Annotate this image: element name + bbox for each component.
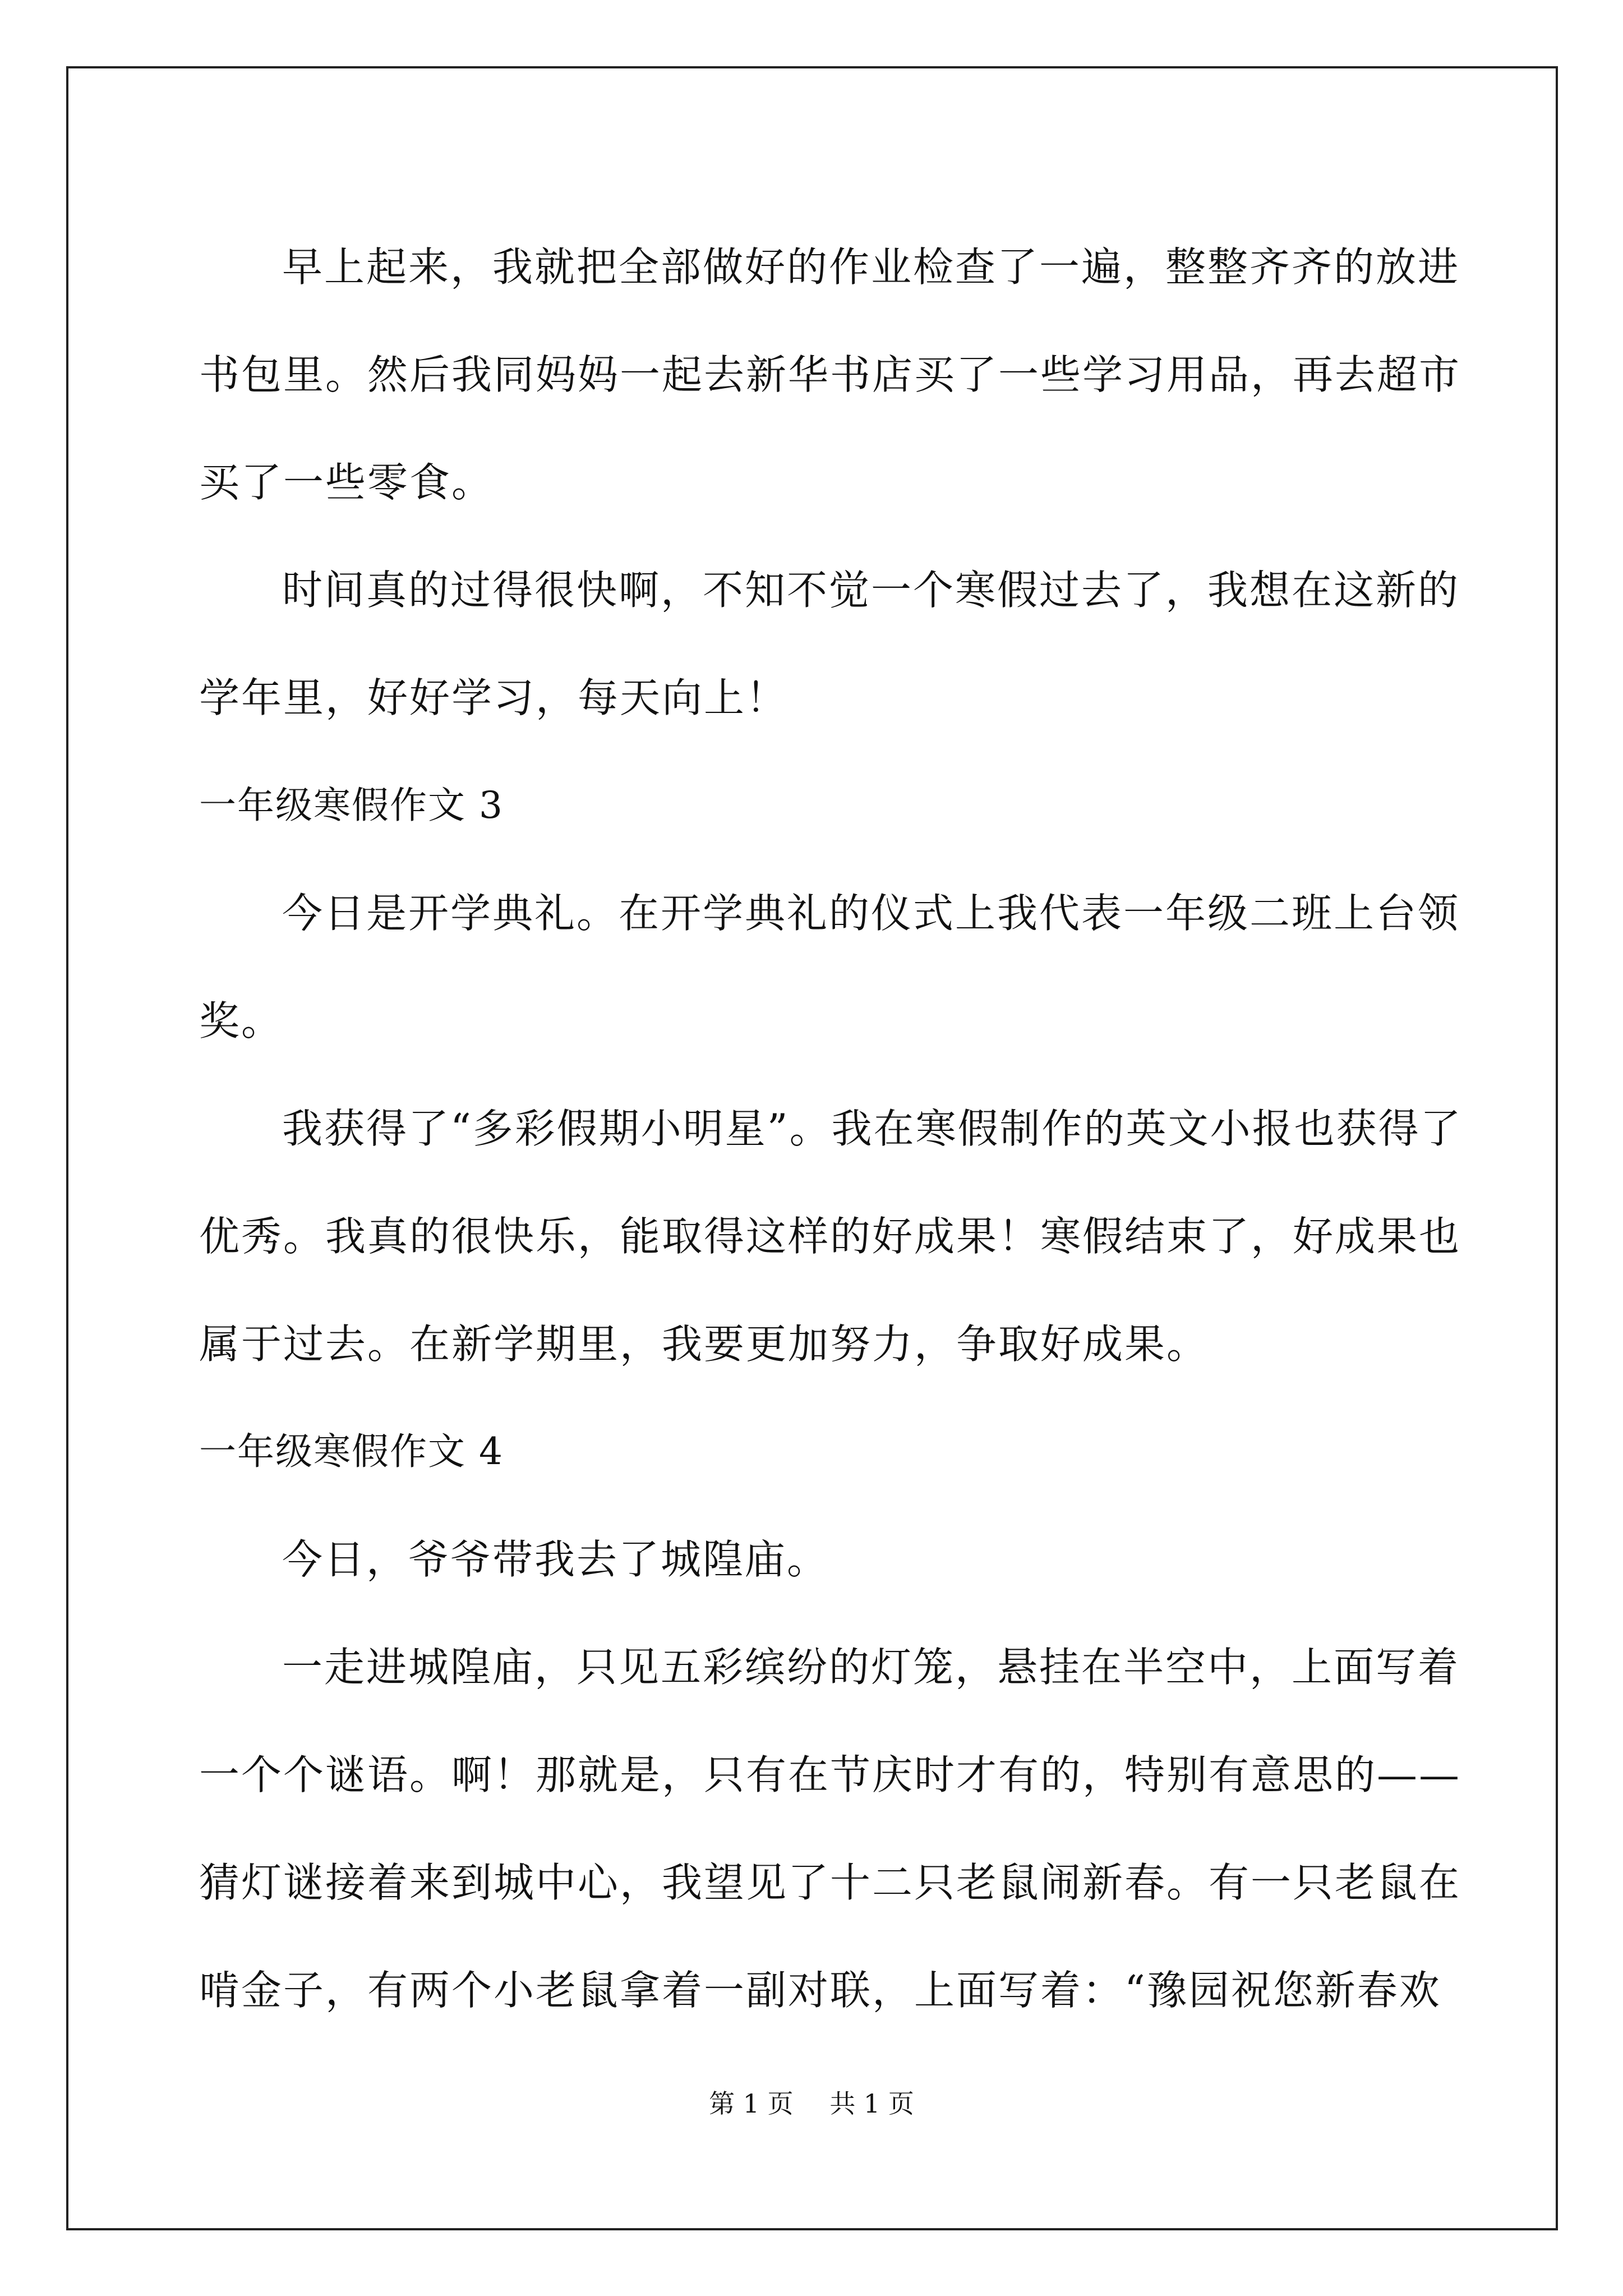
paragraph-line: 猜灯谜接着来到城中心，我望见了十二只老鼠闹新春。有一只老鼠在: [199, 1859, 1461, 1906]
document-body: [199, 213, 1463, 2044]
page-number-total: 共 1 页: [829, 2088, 914, 2119]
paragraph-line: 时间真的过得很快啊，不知不觉一个寒假过去了，我想在这新的: [282, 567, 1460, 614]
paragraph-line: 属于过去。在新学期里，我要更加努力，争取好成果。: [199, 1320, 1209, 1368]
page-number-current: 第 1 页: [709, 2088, 794, 2119]
paragraph-line: 一个个谜语。啊！那就是，只有在节庆时才有的，特别有意思的——: [199, 1751, 1461, 1798]
paragraph-line: 今日是开学典礼。在开学典礼的仪式上我代表一年级二班上台领: [282, 890, 1460, 937]
paragraph-line: 书包里。然后我同妈妈一起去新华书店买了一些学习用品，再去超市: [199, 351, 1461, 398]
paragraph-line: 奖。: [199, 997, 284, 1045]
paragraph-line: 早上起来，我就把全部做好的作业检查了一遍，整整齐齐的放进: [282, 243, 1460, 291]
paragraph-line: 今日，爷爷带我去了城隍庙。: [282, 1536, 829, 1583]
paragraph-line: 优秀。我真的很快乐，能取得这样的好成果！寒假结束了，好成果也: [199, 1213, 1461, 1260]
paragraph-line: 我获得了“多彩假期小明星”。我在寒假制作的英文小报也获得了: [282, 1105, 1463, 1152]
paragraph-line: 学年里，好好学习，每天向上！: [199, 674, 789, 721]
section-heading: 一年级寒假作文 4: [199, 1430, 504, 1473]
paragraph-line: 啃金子，有两个小老鼠拿着一副对联，上面写着：“豫园祝您新春欢: [199, 1967, 1441, 2014]
section-heading: 一年级寒假作文 3: [199, 784, 504, 827]
paragraph-line: 买了一些零食。: [199, 459, 494, 506]
page-footer: [0, 2087, 1623, 2120]
paragraph-line: 一走进城隍庙，只见五彩缤纷的灯笼，悬挂在半空中，上面写着: [282, 1644, 1460, 1691]
